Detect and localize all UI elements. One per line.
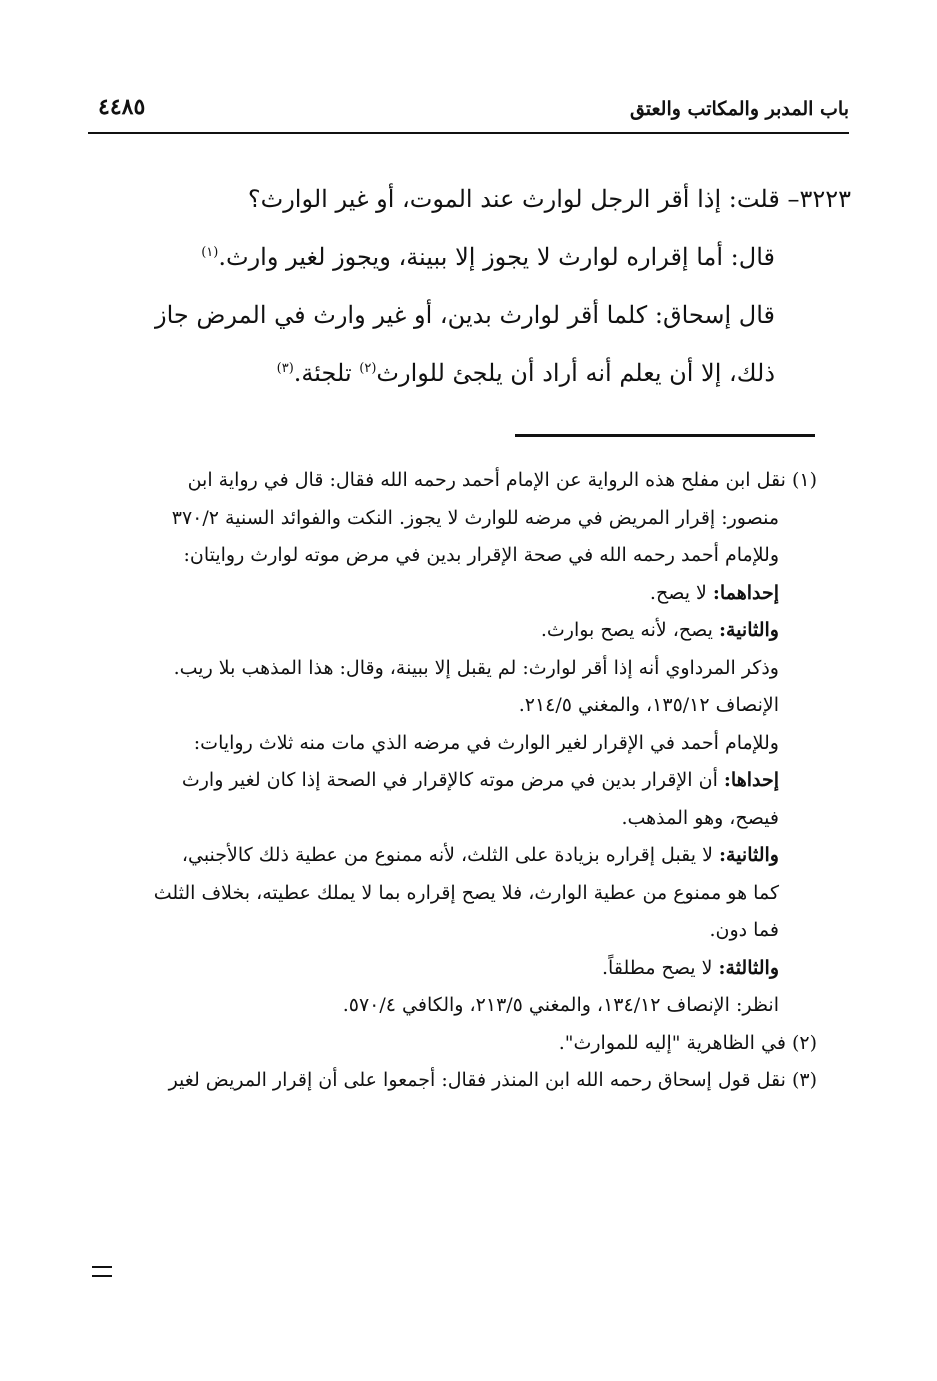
footnote-ref-3[interactable]: (٣): [276, 361, 294, 376]
footnote-2: (٢) في الظاهرية "إليه للموارث".: [558, 1031, 817, 1054]
narration-label: إحداهما:: [712, 581, 779, 604]
footnote-1-line: وللإمام أحمد رحمه الله في صحة الإقرار بدين في مرض موته لوارث روايتان:: [183, 544, 779, 566]
footnote-1-line: [88, 950, 817, 988]
narration-text: لا يقبل إقراره بزيادة على الثلث، لأنه ممنوع من عطية ذلك كالأجنبي،: [181, 844, 719, 866]
footnote-1-line: وذكر المرداوي أنه إذا أقر لوارث: لم يقبل إلا ببينة، وقال: هذا المذهب بلا ريب.: [173, 656, 779, 679]
footnote-1-line: [88, 762, 817, 800]
narration-text: لا يصح.: [649, 581, 713, 604]
narration-label: والثانية:: [719, 619, 779, 641]
footnote-1-line: [88, 612, 817, 650]
chapter-title: باب المدبر والمكاتب والعتق: [629, 98, 849, 120]
footnote-1-line: [88, 837, 817, 875]
footnote-1-line: منصور: إقرار المريض في مرضه للوارث لا يجوز. النكت والفوائد السنية ٣٧٠/٢: [171, 506, 779, 529]
answer-line: [92, 228, 815, 286]
footnote-3: (٣) نقل قول إسحاق رحمه الله ابن المنذر فقال: أجمعوا على أن إقرار المريض لغير: [168, 1069, 817, 1091]
running-header: [88, 92, 849, 134]
footnote-1-line: فيصح، وهو المذهب.: [621, 806, 779, 829]
footnote-1-line: فما دون.: [709, 919, 779, 941]
narration-text: أن الإقرار بدين في مرض موته كالإقرار في الصحة إذا كان لغير وارث: [181, 769, 724, 791]
footnotes: [88, 462, 817, 1100]
continuation-mark: [92, 1266, 112, 1277]
narration-text: يصح، لأنه يصح بوارث.: [540, 619, 719, 641]
page-number: ٤٤٨٥: [98, 94, 146, 120]
footnote-1-line: انظر: الإنصاف ١٣٤/١٢، والمغني ٢١٣/٥، والكافي ٥٧٠/٤.: [342, 994, 779, 1016]
answer-text: قال: أما إقراره لوارث لا يجوز إلا ببينة، ويجوز لغير وارث.: [218, 243, 775, 271]
ishaq-line-2: [92, 344, 815, 402]
footnote-ref-2[interactable]: (٢): [359, 361, 377, 376]
footnote-1-line: كما هو ممنوع من عطية الوارث، فلا يصح إقراره بما لا يملك عطيته، بخلاف الثلث: [153, 881, 779, 904]
footnote-separator: [515, 434, 815, 437]
narration-label: والثانية:: [719, 844, 779, 866]
narration-text: لا يصح مطلقاً.: [602, 956, 719, 979]
footnote-1-line: [88, 575, 817, 613]
footnote-1-line: (١) نقل ابن مفلح هذه الرواية عن الإمام أحمد رحمه الله فقال: قال في رواية ابن: [187, 469, 817, 491]
ishaq-line-1: قال إسحاق: كلما أقر لوارث بدين، أو غير وارث في المرض جاز: [155, 301, 775, 329]
narration-label: والثالثة:: [718, 956, 779, 979]
question-line: ٣٢٢٣– قلت: إذا أقر الرجل لوارث عند الموت، أو غير الوارث؟: [247, 185, 851, 213]
main-text: [92, 170, 851, 402]
ishaq-text-b: تلجئة.: [293, 359, 360, 387]
footnote-ref-1[interactable]: (١): [201, 245, 219, 260]
narration-label: إحداها:: [723, 769, 779, 791]
ishaq-text-a: ذلك، إلا أن يعلم أنه أراد أن يلجئ للوارث: [376, 359, 775, 387]
footnote-1-line: وللإمام أحمد في الإقرار لغير الوارث في مرضه الذي مات منه ثلاث روايات:: [193, 731, 779, 754]
footnote-1-line: الإنصاف ١٣٥/١٢، والمغني ٢١٤/٥.: [518, 694, 779, 716]
